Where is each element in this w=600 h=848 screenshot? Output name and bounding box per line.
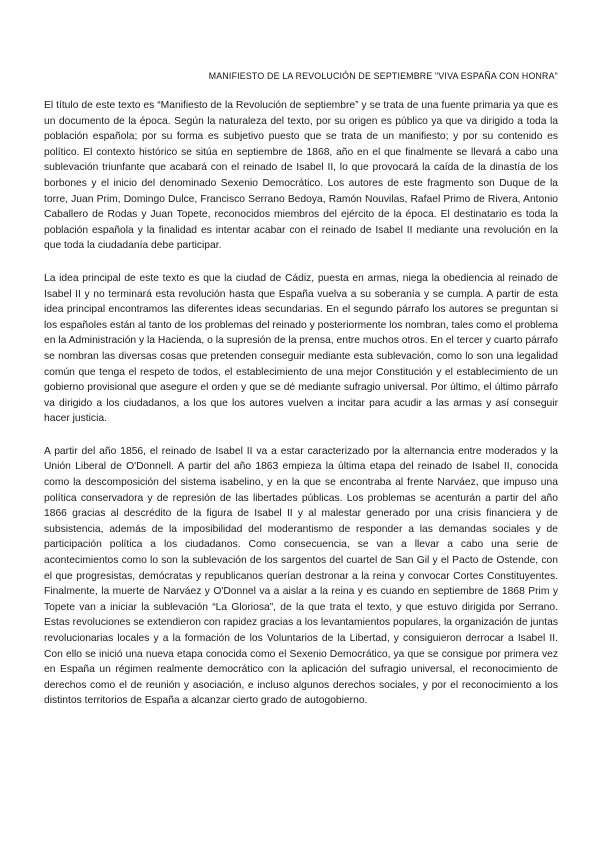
document-page <box>44 0 558 848</box>
document-title: MANIFIESTO DE LA REVOLUCIÓN DE SEPTIEMBRE "VIVA ESPAÑA CON HONRA" <box>208 71 558 81</box>
document-body <box>44 98 558 726</box>
paragraph-2: La idea principal de este texto es que la ciudad de Cádiz, puesta en armas, niega la obediencia al reinado de Isabel II y no terminará esta revolución hasta que España vuelva a su soberanía y se cumpla. A partir de esta idea principal encontramos las diferentes ideas secundarias. En el segundo párrafo los autores se preguntan si los españoles están al tanto de los problemas del reinado y posteriormente los nombran, tales como el problema en la Administración y la Hacienda, o la supresión de la prensa, entre muchos otros. En el tercer y cuarto párrafo se nombran las diversas cosas que pretenden conseguir mediante esta sublevación, como lo son una legalidad común que tenga el respeto de todos, el establecimiento de una mejor Constitución y el establecimiento de un gobierno provisional que asegure el orden y que se dé mediante sufragio universal. Por último, el último párrafo va dirigido a los ciudadanos, a los que los autores vuelven a incitar para acudir a las armas y así conseguir hacer justicia. <box>44 272 558 425</box>
paragraph-3: A partir del año 1856, el reinado de Isabel II va a estar caracterizado por la alternancia entre moderados y la Unión Liberal de O'Donnell. A partir del año 1863 empieza la última etapa del reinado de Isabel II, conocida como la descomposición del sistema isabelino, y en la que se encontraba al frente Narváez, que impuso una política conservadora y de represión de las libertades públicas. Los problemas se acenturán a partir del año 1866 gracias al descrédito de la figura de Isabel II y al malestar generado por una crisis financiera y de subsistencia, además de la imposibilidad del moderantismo de responder a las demandas sociales y de participación política a los ciudadanos. Como consecuencia, se van a llevar a cabo una serie de acontecimientos como lo son la sublevación de los sargentos del cuartel de San Gil y el Pacto de Ostende, con el que progresistas, demócratas y republicanos querían destronar a la reina y convocar Cortes Constituyentes. Finalmente, la muerte de Narváez y O'Donnel va a aislar a la reina y es cuando en septiembre de 1868 Prim y Topete van a iniciar la sublevación “La Gloriosa”, de la que trata el texto, y que estuvo dirigida por Serrano. Estas revoluciones se extendieron con rapidez gracias a los levantamientos populares, la organización de juntas revolucionarias locales y a la formación de los Voluntarios de la Libertad, y consiguieron derrocar a Isabel II. Con ello se inició una nueva etapa conocida como el Sexenio Democrático, ya que se consigue por primera vez en España un régimen realmente democrático con la aplicación del sufragio universal, el reconocimiento de derechos como el de reunión y asociación, e incluso algunos derechos sociales, y por el reconocimiento a los distintos territorios de España a alcanzar cierto grado de autogobierno. <box>44 445 558 707</box>
paragraph-1: El título de este texto es “Manifiesto de la Revolución de septiembre” y se trata de una fuente primaria ya que es un documento de la época. Según la naturaleza del texto, por su origen es público ya que va dirigido a toda la población española; por su forma es subjetivo puesto que se trata de un manifiesto; y por su contenido es político. El contexto histórico se sitúa en septiembre de 1868, año en el que finalmente se llevará a cabo una sublevación triunfante que acabará con el reinado de Isabel II, lo que provocará la caída de la dinastía de los borbones y el inicio del denominado Sexenio Democrático. Los autores de este fragmento son Duque de la torre, Juan Prim, Domingo Dulce, Francisco Serrano Bedoya, Ramón Nouvilas, Rafael Primo de Rivera, Antonio Caballero de Rodas y Juan Topete, reconocidos miembros del ejército de la época. El destinatario es toda la población española y la finalidad es intentar acabar con el reinado de Isabel II mediante una revolución en la que toda la ciudadanía debe participar. <box>44 100 558 252</box>
